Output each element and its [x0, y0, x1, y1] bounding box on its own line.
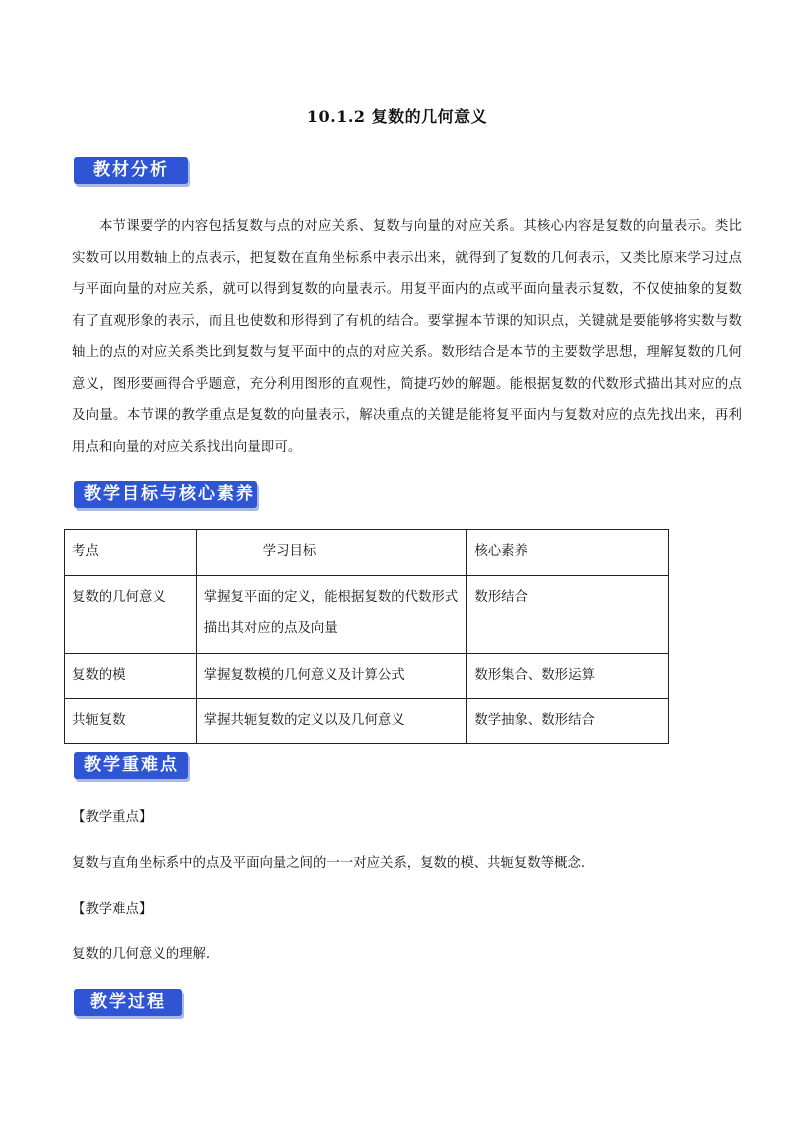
section-badge-key-points: 教学重难点	[74, 752, 188, 779]
table-cell: 共轭复数	[65, 699, 197, 744]
table-cell: 掌握复平面的定义，能根据复数的代数形式描出其对应的点及向量	[196, 576, 467, 654]
table-header-cell: 核心素养	[467, 530, 669, 576]
section-badge-analysis: 教材分析	[74, 157, 188, 184]
difficulty-text: 复数的几何意义的理解.	[72, 947, 211, 962]
table-header-cell: 考点	[65, 530, 197, 576]
table-header-cell: 学习目标	[196, 530, 467, 576]
section-badge-process: 教学过程	[74, 989, 182, 1016]
table-row	[65, 699, 669, 744]
table-row	[65, 654, 669, 699]
table-cell: 数形集合、数形运算	[467, 654, 669, 699]
table-row	[65, 576, 669, 654]
goals-table	[64, 529, 669, 744]
table-cell: 掌握共轭复数的定义以及几何意义	[196, 699, 467, 744]
focus-text: 复数与直角坐标系中的点及平面向量之间的一一对应关系，复数的模、共轭复数等概念.	[72, 856, 586, 871]
focus-label: 【教学重点】	[72, 810, 153, 825]
table-cell: 数形结合	[467, 576, 669, 654]
page-title: 10.1.2 复数的几何意义	[306, 107, 488, 126]
table-cell: 数学抽象、数形结合	[467, 699, 669, 744]
table-cell: 掌握复数模的几何意义及计算公式	[196, 654, 467, 699]
section-badge-goals: 教学目标与核心素养	[74, 481, 257, 508]
table-cell: 复数的模	[65, 654, 197, 699]
table-header-row	[65, 530, 669, 576]
difficulty-label: 【教学难点】	[72, 902, 153, 917]
table-cell: 复数的几何意义	[65, 576, 197, 654]
analysis-paragraph: 本节课要学的内容包括复数与点的对应关系、复数与向量的对应关系。其核心内容是复数的向量表示。类比实数可以用数轴上的点表示，把复数在直角坐标系中表示出来，就得到了复数的几何表示，又类比原来学习过点与平面向量的对应关系，就可以得到复数的向量表示。用复平面内的点或平面向量表示复数，不仅使抽象的复数有了直观形象的表示，而且也使数和形得到了有机的结合。要掌握本节课的知识点，关键就是要能够将实数与数轴上的点的对应关系类比到复数与复平面中的点的对应关系。数形结合是本节的主要数学思想，理解复数的几何意义，图形要画得合乎题意，充分利用图形的直观性，简捷巧妙的解题。能根据复数的代数形式描出其对应的点及向量。本节课的教学重点是复数的向量表示，解决重点的关键是能将复平面内与复数对应的点先找出来，再利用点和向量的对应关系找出向量即可。	[72, 219, 742, 455]
